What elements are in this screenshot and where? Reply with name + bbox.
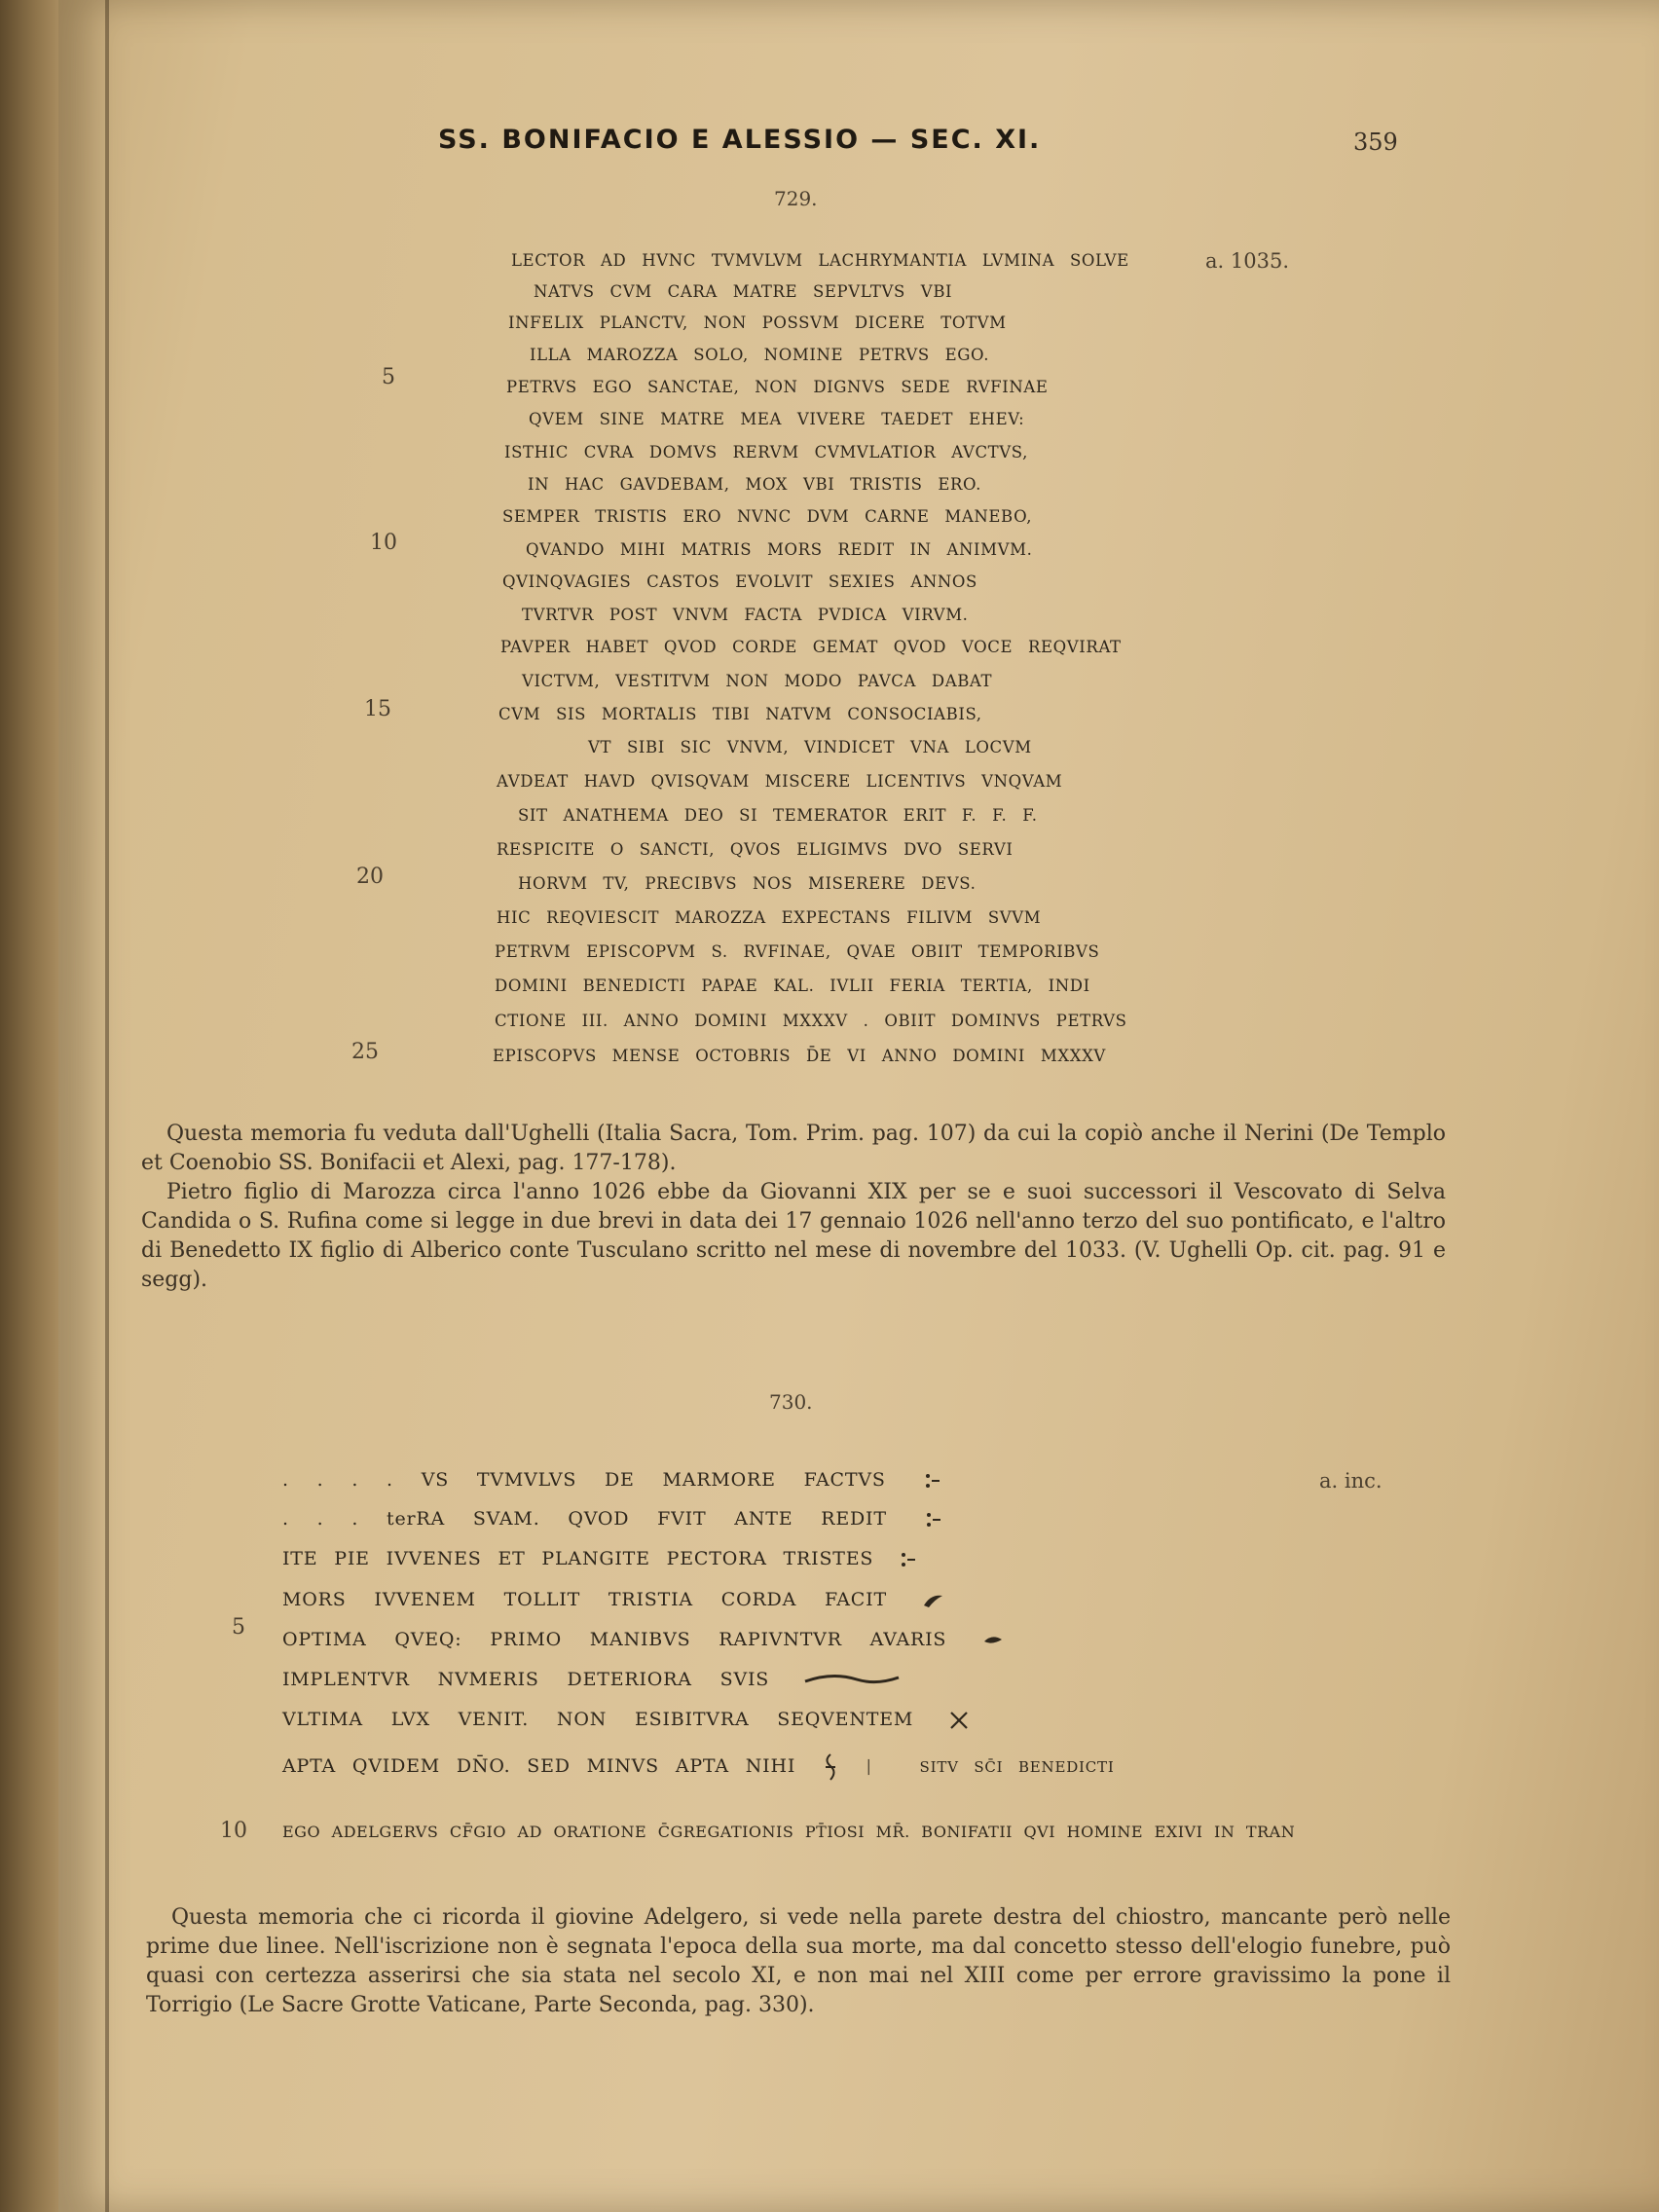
- inscription-line: [282, 1629, 1006, 1651]
- inscription-line: [282, 1751, 1115, 1784]
- inscription-line: TVRTVR POST VNVM FACTA PVDICA VIRVM.: [522, 606, 969, 624]
- inscription-line: AVDEAT HAVD QVISQVAM MISCERE LICENTIVS VNQVAM: [497, 772, 1063, 791]
- inscription-line: [282, 1469, 945, 1492]
- line-text: MORS IVVENEM TOLLIT TRISTIA CORDA FACIT: [282, 1589, 887, 1610]
- side-note: SITV SC̄I BENEDICTI: [919, 1758, 1115, 1776]
- leaf-punctuation-icon: [980, 1630, 1006, 1651]
- inscription-line: PETRVM EPISCOPVM S. RVFINAE, QVAE OBIIT TEMPORIBVS: [495, 942, 1100, 961]
- inscription-line: EPISCOPVS MENSE OCTOBRIS D̄E VI ANNO DOMINI MXXXV: [493, 1047, 1106, 1065]
- line-number: 5: [232, 1615, 245, 1640]
- inscription-line: HIC REQVIESCIT MAROZZA EXPECTANS FILIVM SVVM: [497, 908, 1042, 927]
- line-text: ITE PIE IVVENES ET PLANGITE PECTORA TRISTES: [282, 1548, 874, 1569]
- gutter-shadow: [105, 0, 109, 2212]
- line-number: 5: [382, 365, 395, 389]
- inscription-number: 730.: [769, 1390, 813, 1414]
- running-head: SS. BONIFACIO E ALESSIO — SEC. XI.: [438, 125, 1042, 155]
- inscription-line: QVANDO MIHI MATRIS MORS REDIT IN ANIMVM.: [526, 540, 1033, 559]
- inscription-line: [282, 1548, 921, 1570]
- inscription-line: [282, 1669, 901, 1691]
- commentary-paragraph: Questa memoria fu veduta dall'Ughelli (Italia Sacra, Tom. Prim. pag. 107) da cui la copiò anche il Nerini (De Templo et Coenobio SS. Bonifacii et Alexi, pag. 177-178).: [141, 1122, 1446, 1175]
- cross-mark-icon: [947, 1710, 973, 1731]
- inscription-line: QVINQVAGIES CASTOS EVOLVIT SEXIES ANNOS: [502, 572, 977, 591]
- ornament-icon: [818, 1751, 843, 1784]
- inscription-line: ISTHIC CVRA DOMVS RERVM CVMVLATIOR AVCTVS,: [504, 443, 1028, 461]
- inscription-line: HORVM TV, PRECIBVS NOS MISERERE DEVS.: [518, 874, 977, 893]
- inscription-line: PETRVS EGO SANCTAE, NON DIGNVS SEDE RVFINAE: [506, 378, 1049, 396]
- inscription-line: QVEM SINE MATRE MEA VIVERE TAEDET EHEV:: [529, 410, 1025, 428]
- line-text: . . . terRA SVAM. QVOD FVIT ANTE REDIT: [282, 1508, 887, 1530]
- inscription-line: RESPICITE O SANCTI, QVOS ELIGIMVS DVO SERVI: [497, 840, 1014, 859]
- inscription-line: VT SIBI SIC VNVM, VINDICET VNA LOCVM: [588, 738, 1032, 756]
- line-number: 25: [351, 1040, 379, 1064]
- commentary-730: [146, 1903, 1451, 2020]
- inscription-line: [282, 1709, 973, 1731]
- inscription-line: CVM SIS MORTALIS TIBI NATVM CONSOCIABIS,: [498, 705, 982, 723]
- book-spine: [0, 0, 58, 2212]
- line-text: APTA QVIDEM DN̄O. SED MINVS APTA NIHI: [282, 1755, 796, 1777]
- triple-dot-punctuation-icon: [896, 1549, 921, 1570]
- inscription-line: [282, 1589, 946, 1611]
- inscription-number: 729.: [774, 187, 818, 210]
- triple-dot-punctuation-icon: [920, 1470, 945, 1492]
- inscription-line: IN HAC GAVDEBAM, MOX VBI TRISTIS ERO.: [528, 475, 981, 494]
- triple-dot-punctuation-icon: [921, 1509, 946, 1530]
- inscription-line: [282, 1508, 946, 1530]
- inscription-line: CTIONE III. ANNO DOMINI MXXXV . OBIIT DOMINVS PETRVS: [495, 1012, 1127, 1030]
- inscription-line: DOMINI BENEDICTI PAPAE KAL. IVLII FERIA TERTIA, INDI: [495, 977, 1090, 995]
- inscription-line: NATVS CVM CARA MATRE SEPVLTVS VBI: [534, 282, 953, 301]
- line-text: OPTIMA QVEQ: PRIMO MANIBVS RAPIVNTVR AVARIS: [282, 1629, 947, 1650]
- inscription-line: EGO ADELGERVS CF̄GIO AD ORATIONE C̄GREGATIONIS PT̄IOSI MR̄. BONIFATII QVI HOMINE EXIVI IN TRAN: [282, 1823, 1296, 1841]
- inscription-line: PAVPER HABET QVOD CORDE GEMAT QVOD VOCE REQVIRAT: [500, 638, 1122, 656]
- commentary-729: [141, 1120, 1446, 1295]
- line-number: 10: [370, 531, 397, 555]
- inscription-line: VICTVM, VESTITVM NON MODO PAVCA DABAT: [522, 672, 993, 690]
- vertical-bar-icon: [866, 1751, 879, 1784]
- line-number: 15: [364, 697, 391, 721]
- inscription-line: SEMPER TRISTIS ERO NVNC DVM CARNE MANEBO,: [502, 507, 1033, 526]
- inscription-line: SIT ANATHEMA DEO SI TEMERATOR ERIT F. F. F.: [518, 806, 1038, 825]
- inscription-line: LECTOR AD HVNC TVMVLVM LACHRYMANTIA LVMINA SOLVE: [511, 251, 1129, 270]
- inscription-date: a. 1035.: [1205, 249, 1289, 273]
- page-number: 359: [1353, 129, 1398, 156]
- line-number: 10: [220, 1819, 247, 1843]
- inscription-line: ILLA MAROZZA SOLO, NOMINE PETRVS EGO.: [530, 346, 990, 364]
- line-text: VLTIMA LVX VENIT. NON ESIBITVRA SEQVENTEM: [282, 1709, 914, 1730]
- line-number: 20: [356, 865, 384, 889]
- commentary-paragraph: Questa memoria che ci ricorda il giovine Adelgero, si vede nella parete destra del chiostro, mancante però nelle prime due linee. Nell'iscrizione non è segnata l'epoca della sua morte, ma dal concetto stesso dell'elogio funebre, può quasi con certezza asserirsi che sia stata nel secolo XI, e non mai nel XIII come per errore gravissimo la pone il Torrigio (Le Sacre Grotte Vaticane, Parte Seconda, pag. 330).: [146, 1905, 1451, 2017]
- leaf-punctuation-icon: [921, 1590, 946, 1611]
- flourish-line-icon: [803, 1670, 901, 1691]
- commentary-paragraph: Pietro figlio di Marozza circa l'anno 1026 ebbe da Giovanni XIX per se e suoi successori il Vescovato di Selva Candida o S. Rufina come si legge in due brevi in data dei 17 gennaio 1026 nell'anno terzo del suo pontificato, e l'altro di Benedetto IX figlio di Alberico conte Tusculano scritto nel mese di novembre del 1033. (V. Ughelli Op. cit. pag. 91 e segg).: [141, 1180, 1446, 1292]
- inscription-date: a. inc.: [1319, 1469, 1382, 1493]
- line-text: . . . . VS TVMVLVS DE MARMORE FACTVS: [282, 1469, 886, 1491]
- inscription-line: INFELIX PLANCTV, NON POSSVM DICERE TOTVM: [508, 313, 1007, 332]
- line-text: IMPLENTVR NVMERIS DETERIORA SVIS: [282, 1669, 770, 1690]
